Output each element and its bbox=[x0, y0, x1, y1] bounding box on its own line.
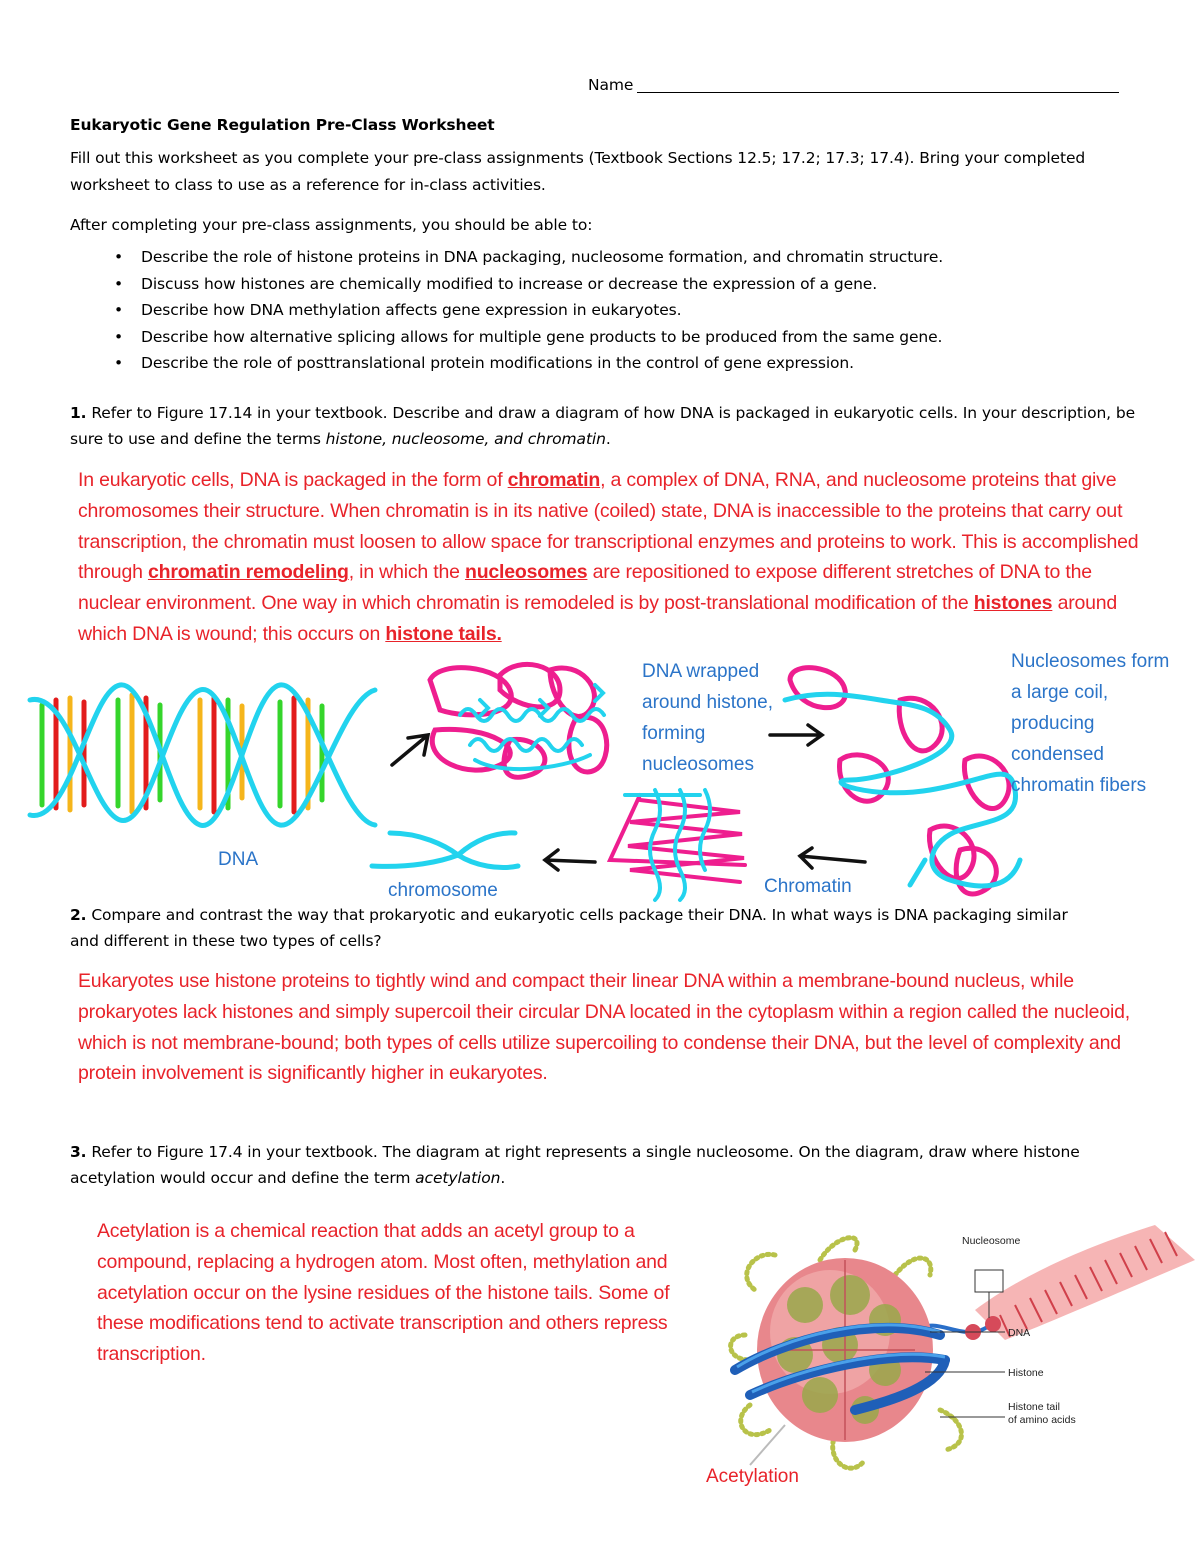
label-chromatin: Chromatin bbox=[764, 876, 852, 897]
question-terms: histone, nucleosome, and chromatin bbox=[325, 430, 606, 448]
nucleosome-figure[interactable] bbox=[725, 1220, 1200, 1490]
question-number: 2. bbox=[70, 906, 87, 924]
answer-keyword: histones bbox=[973, 592, 1053, 615]
arrow-icon bbox=[545, 850, 595, 870]
label-chromosome: chromosome bbox=[388, 880, 498, 901]
arrow-icon bbox=[392, 735, 428, 765]
chromosome-shape bbox=[372, 833, 518, 868]
label-line: around histone, bbox=[642, 692, 773, 713]
label-line: Nucleosomes form bbox=[1011, 651, 1170, 672]
objective-item: • Describe the role of histone proteins in DNA packaging, nucleosome formation, and chromatin structure. bbox=[70, 244, 943, 271]
question-text: Compare and contrast the way that prokaryotic and eukaryotic cells package their DNA. In what ways is DNA packaging similar and different in these two types of cells? bbox=[70, 906, 1068, 950]
chromatin-fiber-image bbox=[915, 1225, 1195, 1340]
question-number: 3. bbox=[70, 1143, 87, 1161]
question-term: acetylation bbox=[415, 1169, 501, 1187]
answer-text: around which DNA is wound; this occurs on bbox=[78, 592, 1118, 645]
label-line: producing bbox=[1011, 713, 1095, 734]
figure-label-histone-tail: Histone tail bbox=[1008, 1401, 1060, 1413]
arrow-icon bbox=[770, 725, 822, 745]
answer-text: are repositioned to expose different stretches of DNA to the nuclear environment. One way in which chromatin is remodeled is by post-translational modification of the bbox=[78, 561, 1092, 615]
objectives-heading: After completing your pre-class assignments, you should be able to: bbox=[70, 216, 593, 234]
figure-label-nucleosome: Nucleosome bbox=[962, 1235, 1021, 1247]
answer-text: , in which the bbox=[348, 561, 460, 584]
answer-text: In eukaryotic cells, DNA is packaged in the form of bbox=[78, 469, 503, 491]
answer-3[interactable]: Acetylation is a chemical reaction that adds an acetyl group to a compound, replacing a hydrogen atom. Most often, methylation and acetylation occur on the lysine residues of the histone tails. Some of these modifications tend to activate transcription and others repress transcription. bbox=[97, 1220, 670, 1366]
name-label: Name bbox=[588, 76, 634, 94]
answer-keyword: histone tails. bbox=[385, 622, 502, 645]
question-text: Refer to Figure 17.14 in your textbook. Describe and draw a diagram of how DNA is packaged in eukaryotic cells. In your description, be sure to use and define the terms bbox=[70, 404, 1136, 448]
figure-label-histone: Histone bbox=[1008, 1367, 1044, 1379]
name-field[interactable] bbox=[588, 76, 1119, 94]
objective-item: • Describe the role of posttranslational protein modifications in the control of gene expression. bbox=[70, 350, 943, 377]
acetylation-annotation: Acetylation bbox=[706, 1466, 799, 1487]
label-line: forming bbox=[642, 723, 706, 744]
objectives-list bbox=[70, 244, 943, 377]
label-line: nucleosomes bbox=[642, 754, 754, 775]
answer-text: , a complex of DNA, RNA, and nucleosome proteins that give chromosomes their structure. When chromatin is in its native (coiled) state, DNA is inaccessible to the proteins that carry out transcription, the chromatin must loosen to allow space for transcriptional enzymes and proteins to work. This is accomplished through bbox=[78, 469, 1139, 584]
answer-2[interactable]: Eukaryotes use histone proteins to tightly wind and compact their linear DNA within a membrane-bound nucleus, while prokaryotes lack histones and simply supercoil their circular DNA located in the cytoplasm within a region called the nucleoid, which is not membrane-bound; both types of cells utilize supercoiling to condense their DNA, but the level of complexity and protein involvement is significantly higher in eukaryotes. bbox=[78, 970, 1130, 1085]
worksheet-title: Eukaryotic Gene Regulation Pre-Class Worksheet bbox=[70, 116, 495, 134]
label-line: condensed bbox=[1011, 744, 1104, 765]
figure-label-histone-tail: of amino acids bbox=[1008, 1414, 1076, 1426]
label-dna: DNA bbox=[218, 849, 259, 870]
label-line: DNA wrapped bbox=[642, 661, 760, 682]
question-punctuation: . bbox=[500, 1169, 506, 1187]
question-punctuation: . bbox=[605, 430, 611, 448]
question-3 bbox=[70, 1139, 1110, 1191]
label-nucleosomes bbox=[642, 656, 773, 780]
label-chromatin-fibers bbox=[1011, 646, 1169, 801]
label-line: a large coil, bbox=[1011, 682, 1109, 703]
answer-keyword: chromatin remodeling bbox=[147, 561, 349, 584]
name-blank-line[interactable] bbox=[637, 92, 1119, 93]
answer-keyword: nucleosomes bbox=[464, 561, 588, 584]
question-text: Refer to Figure 17.4 in your textbook. The diagram at right represents a single nucleosome. On the diagram, draw where histone acetylation would occur and define the term bbox=[70, 1143, 1080, 1187]
question-number: 1. bbox=[70, 404, 87, 422]
question-2 bbox=[70, 902, 1070, 954]
answer-keyword: chromatin bbox=[507, 469, 601, 491]
arrow-icon bbox=[800, 848, 865, 868]
figure-label-dna: DNA bbox=[1008, 1327, 1031, 1339]
question-1 bbox=[70, 400, 1150, 452]
worksheet-intro: Fill out this worksheet as you complete your pre-class assignments (Textbook Sections 12.5; 17.2; 17.3; 17.4). Bring your completed worksheet to class to use as a reference for in-class activities. bbox=[70, 149, 1086, 194]
objective-item: • Describe how alternative splicing allows for multiple gene products to be produced from the same gene. bbox=[70, 324, 943, 351]
label-line: chromatin fibers bbox=[1011, 775, 1147, 796]
objective-item: • Discuss how histones are chemically modified to increase or decrease the expression of a gene. bbox=[70, 271, 943, 298]
answer-1[interactable] bbox=[78, 465, 1158, 650]
objective-item: • Describe how DNA methylation affects gene expression in eukaryotes. bbox=[70, 297, 943, 324]
